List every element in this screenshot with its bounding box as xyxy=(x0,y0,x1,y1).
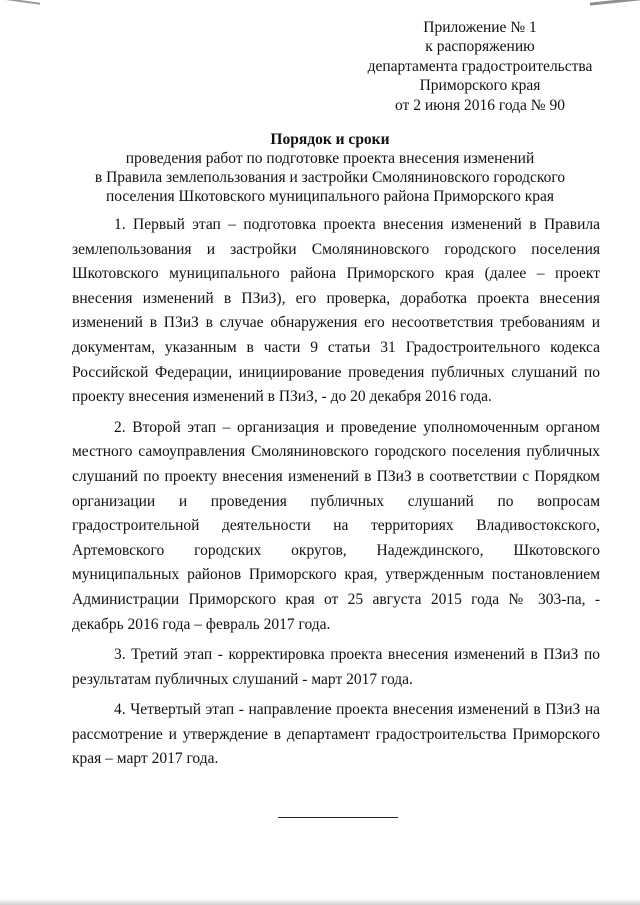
title-line: проведения работ по подготовке проекта внесения изменений xyxy=(125,150,535,167)
paragraph-line: муниципальных районов Приморского края, утвержденным постановлением xyxy=(72,566,600,584)
appendix-line: департамента градостроительства xyxy=(367,57,593,75)
document-title xyxy=(60,130,600,206)
closing-rule xyxy=(278,817,398,818)
paragraph-line: Шкотовского муниципального района Приморского края (далее – проект xyxy=(72,265,600,283)
paragraph-line: декабрь 2016 года – февраль 2017 года. xyxy=(72,615,331,633)
paragraph-line: 2. Второй этап – организация и проведение уполномоченным органом xyxy=(114,418,600,436)
paragraph-line: Администрации Приморского края от 25 августа 2015 года № 303-па, - xyxy=(72,590,600,608)
paragraph-line: документам, указанным в части 9 статьи 31 Градостроительного кодекса xyxy=(72,338,600,356)
title-line: в Правила землепользования и застройки Смоляниновского городского xyxy=(94,169,566,186)
scan-bottom-edge xyxy=(0,899,640,905)
scan-artifact xyxy=(0,0,40,15)
paragraph-line: 1. Первый этап – подготовка проекта внесения изменений в Правила xyxy=(114,216,600,233)
appendix-header xyxy=(360,18,600,115)
paragraph-line: изменений в ПЗиЗ в случае обнаружения его несоответствия требованиям и xyxy=(72,314,600,332)
paragraph-line: организации и проведения публичных слушаний по вопросам xyxy=(72,492,600,510)
paragraph-line: 3. Третий этап - корректировка проекта внесения изменений в ПЗиЗ по xyxy=(114,646,600,664)
paragraph-line: Российской Федерации, инициирование проведения публичных слушаний по xyxy=(72,363,600,381)
scan-artifact xyxy=(590,0,640,16)
title-heading: Порядок и сроки xyxy=(270,131,390,148)
paragraph-line: местного самоуправления Смоляниновского городского поселения публичных xyxy=(72,443,600,461)
paragraph-line: внесения изменений в ПЗиЗ), его проверка, доработка проекта внесения xyxy=(72,289,600,307)
paragraph-line: результатам публичных слушаний - март 2017 года. xyxy=(72,670,413,688)
paragraph-line: 4. Четвертый этап - направление проекта внесения изменений в ПЗиЗ на xyxy=(114,701,600,719)
appendix-line: Приморского края xyxy=(419,77,541,95)
paragraph-line: землепользования и застройки Смоляниновского городского поселения xyxy=(72,240,600,258)
paragraph-line: рассмотрение и утверждение в департамент градостроительства Приморского xyxy=(72,725,600,743)
paragraph-line: градостроительной деятельности на территориях Владивостокского, xyxy=(72,517,600,535)
appendix-line: к распоряжению xyxy=(425,38,535,56)
paragraph-line: Артемовского городских округов, Надеждинского, Шкотовского xyxy=(72,541,600,559)
appendix-line: от 2 июня 2016 года № 90 xyxy=(395,96,565,114)
title-line: поселения Шкотовского муниципального района Приморского края xyxy=(105,188,555,205)
paragraph-line: проекту внесения изменений в ПЗиЗ, - до 20 декабря 2016 года. xyxy=(72,388,492,406)
paragraph-line: слушаний по проекту внесения изменений в ПЗиЗ в соответствии с Порядком xyxy=(72,467,600,485)
paragraph-stage-3 xyxy=(72,643,600,692)
appendix-line: Приложение № 1 xyxy=(423,19,537,36)
paragraph-line: края – март 2017 года. xyxy=(72,750,219,768)
paragraph-stage-1 xyxy=(72,213,600,410)
paragraph-stage-2 xyxy=(72,416,600,637)
paragraph-stage-4 xyxy=(72,698,600,772)
document-body xyxy=(72,213,600,772)
